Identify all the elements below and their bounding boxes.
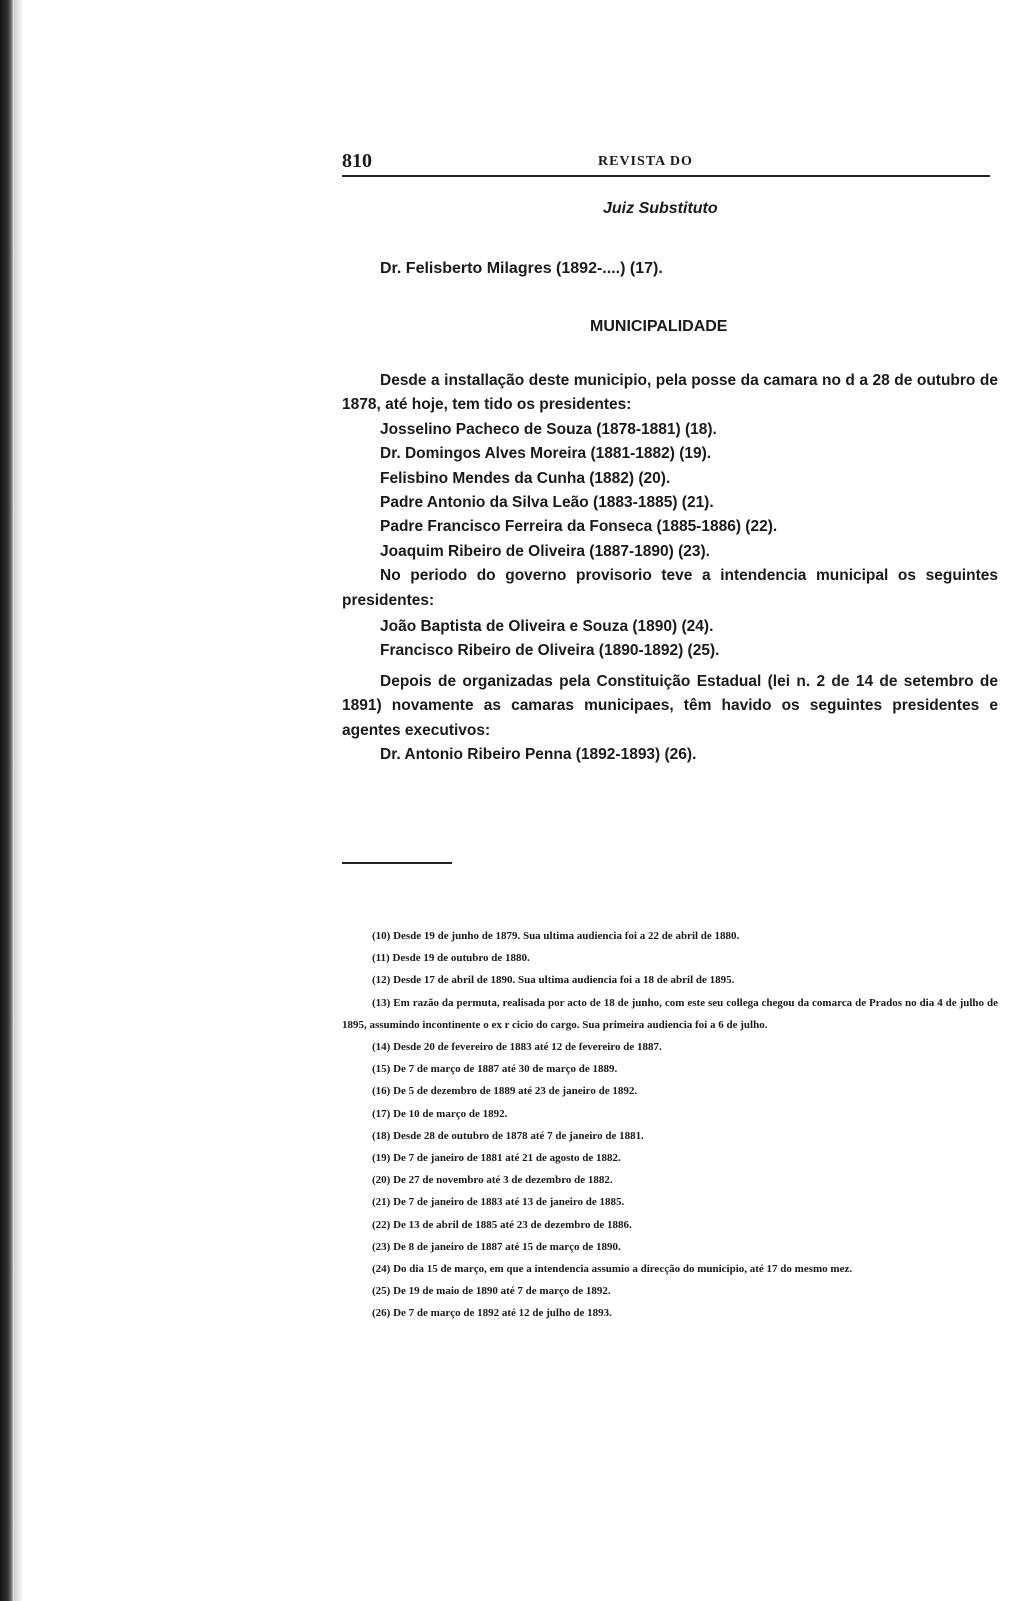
footnote: (18) Desde 28 de outubro de 1878 até 7 de janeiro de 1881. [372,1129,644,1142]
municipal-heading: MUNICIPALIDADE [590,318,728,335]
footnote: (25) De 19 de maio de 1890 até 7 de março de 1892. [372,1285,611,1298]
footnote: (20) De 27 de novembro até 3 de dezembro de 1882. [372,1174,613,1187]
header-rule [342,175,990,177]
provisional-entry: Francisco Ribeiro de Oliveira (1890-1892) (25). [380,642,720,660]
president-entry: Dr. Domingos Alves Moreira (1881-1882) (19). [380,445,712,463]
executive-entry: Dr. Antonio Ribeiro Penna (1892-1893) (26). [380,746,697,764]
footnote: (12) Desde 17 de abril de 1890. Sua ultima audiencia foi a 18 de abril de 1895. [372,974,735,987]
footnote: (15) De 7 de março de 1887 até 30 de março de 1889. [372,1063,618,1076]
judge-entry: Dr. Felisberto Milagres (1892-....) (17). [380,260,663,277]
footnote: (14) Desde 20 de fevereiro de 1883 até 12 de fevereiro de 1887. [372,1041,662,1054]
footnote: (13) Em razão da permuta, realisada por acto de 18 de junho, com este seu collega chegou da comarca de Prados no dia 4 de julho de 1895, assumindo incontinente o ex r cicio do cargo. Sua primeira audiencia foi a 6 de julho. [342,996,998,1031]
running-head: REVISTA DO [598,154,693,169]
footnote: (26) De 7 de março de 1892 até 12 de julho de 1893. [372,1307,612,1320]
municipal-intro: Desde a installação deste municipio, pela posse da camara no d a 28 de outubro de 1878, até hoje, tem tido os presidentes: [342,372,998,414]
president-entry: Padre Francisco Ferreira da Fonseca (1885-1886) (22). [380,518,778,536]
footnote: (16) De 5 de dezembro de 1889 até 23 de janeiro de 1892. [372,1085,638,1098]
footnote: (17) De 10 de março de 1892. [372,1107,508,1120]
footnote-rule [342,862,452,864]
footnote: (22) De 13 de abril de 1885 até 23 de dezembro de 1886. [372,1218,632,1231]
president-entry: Josselino Pacheco de Souza (1878-1881) (18). [380,420,717,438]
footnote: (10) Desde 19 de junho de 1879. Sua ultima audiencia foi a 22 de abril de 1880. [372,930,740,942]
footnote: (24) Do dia 15 de março, em que a intendencia assumio a direcção do municipio, até 17 do mesmo mez. [372,1263,853,1276]
footnote: (11) Desde 19 de outubro de 1880. [372,952,530,965]
constitution-intro: Depois de organizadas pela Constituição Estadual (lei n. 2 de 14 de setembro de 1891) novamente as camaras municipaes, têm havido os seguintes presidentes e agentes executivos: [342,672,998,739]
provisional-entry: João Baptista de Oliveira e Souza (1890) (24). [380,618,714,636]
president-entry: Joaquim Ribeiro de Oliveira (1887-1890) (23). [380,542,710,560]
footnotes [342,925,998,1325]
section-title-juiz-substituto: Juiz Substituto [603,200,718,217]
footnote: (19) De 7 de janeiro de 1881 até 21 de agosto de 1882. [372,1152,621,1165]
footnote: (23) De 8 de janeiro de 1887 até 15 de março de 1890. [372,1240,621,1253]
provisional-intro: No periodo do governo provisorio teve a intendencia municipal os seguintes presidentes: [342,567,998,609]
municipal-body [342,369,998,768]
page-number: 810 [342,150,372,172]
president-entry: Felisbino Mendes da Cunha (1882) (20). [380,469,671,487]
footnote: (21) De 7 de janeiro de 1883 até 13 de janeiro de 1885. [372,1196,625,1209]
president-entry: Padre Antonio da Silva Leão (1883-1885) (21). [380,494,714,512]
book-binding-edge [0,0,14,1601]
binding-shadow [14,0,24,1601]
